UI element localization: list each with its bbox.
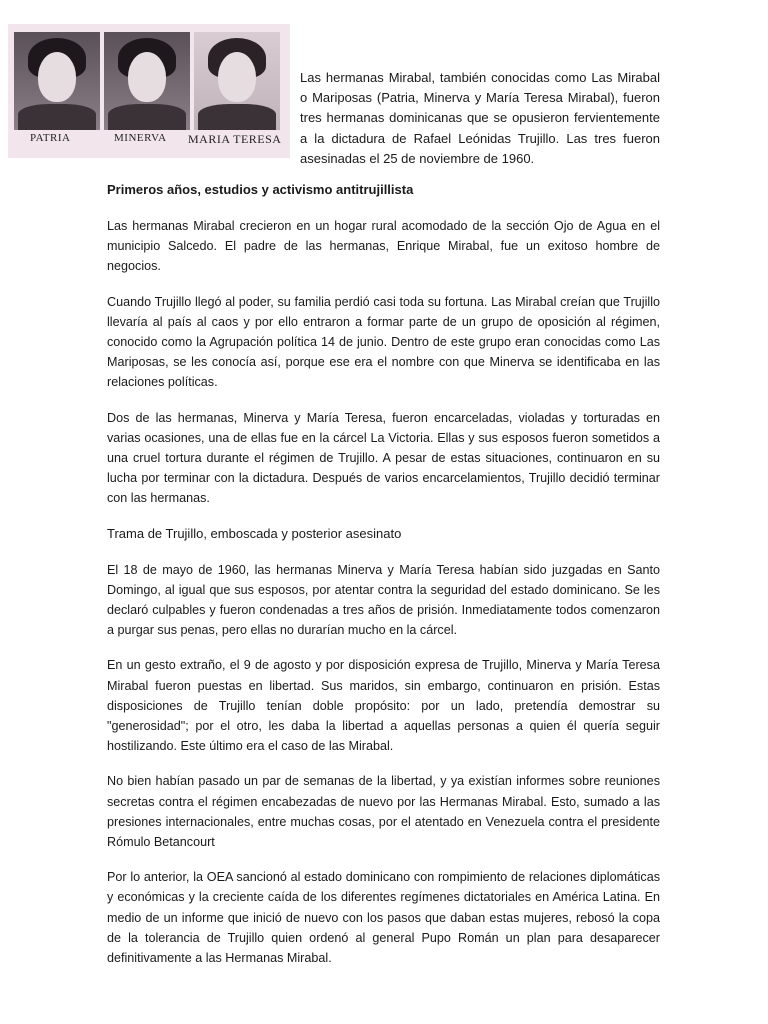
intro-paragraph: Las hermanas Mirabal, también conocidas como Las Mirabal o Mariposas (Patria, Minerva y María Teresa Mirabal), fueron tres hermanas dominicanas que se opusieron fervientemente a la dictadura de Rafael Leónidas Trujillo. Las tres fueron asesinadas el 25 de noviembre de 1960.	[300, 70, 660, 166]
paragraph: Dos de las hermanas, Minerva y María Teresa, fueron encarceladas, violadas y torturadas en varias ocasiones, una de ellas fue en la cárcel La Victoria. Ellas y sus esposos fueron sometidos a una cruel tortura durante el régimen de Trujillo. A pesar de estas situaciones, continuaron en su lucha por terminar con la dictadura. Después de varios encarcelamientos, Trujillo decidió terminar con las hermanas.	[107, 410, 660, 506]
section-heading-trama: Trama de Trujillo, emboscada y posterior asesinato	[107, 525, 402, 541]
mirabal-sisters-photo	[8, 24, 290, 158]
document-body	[107, 180, 660, 983]
paragraph: Las hermanas Mirabal crecieron en un hogar rural acomodado de la sección Ojo de Agua en el municipio Salcedo. El padre de las hermanas, Enrique Mirabal, fue un exitoso hombre de negocios.	[107, 219, 660, 274]
caption-maria-teresa: MARIA TERESA	[188, 132, 282, 146]
paragraph: Por lo anterior, la OEA sancionó al estado dominicano con rompimiento de relaciones diplomáticas y económicas y la creciente caída de los diferentes regímenes dictatoriales en América Latina. En medio de un informe que inició de nuevo con los pasos que daban estas mujeres, rebosó la copa de la tolerancia de Trujillo quien ordenó al general Pupo Román un plan para desaparecer definitivamente a las Hermanas Mirabal.	[107, 870, 660, 966]
portrait-minerva	[104, 32, 190, 130]
paragraph: No bien habían pasado un par de semanas de la libertad, y ya existían informes sobre reuniones secretas contra el régimen encabezadas de nuevo por las Hermanas Mirabal. Esto, sumado a las presiones internacionales, entre muchas cosas, por el atentado en Venezuela contra el presidente Rómulo Betancourt	[107, 774, 660, 850]
paragraph: En un gesto extraño, el 9 de agosto y por disposición expresa de Trujillo, Minerva y María Teresa Mirabal fueron puestas en libertad. Sus maridos, sin embargo, continuaron en prisión. Estas disposiciones de Trujillo tenían doble propósito: por un lado, pretendía demostrar su "generosidad"; por el otro, les daba la libertad a aquellas personas a quien él quería seguir hostilizando. Este último era el caso de las Mirabal.	[107, 658, 660, 754]
paragraph: El 18 de mayo de 1960, las hermanas Minerva y María Teresa habían sido juzgadas en Santo Domingo, al igual que sus esposos, por atentar contra la seguridad del estado dominicano. Se les declaró culpables y fueron condenadas a tres años de prisión. Inmediatamente todos comenzaron a purgar sus penas, pero ellas no durarían mucho en la cárcel.	[107, 562, 660, 638]
caption-minerva: MINERVA	[114, 132, 167, 144]
portrait-maria-teresa	[194, 32, 280, 130]
caption-patria: PATRIA	[30, 132, 71, 144]
section-heading-early-years: Primeros años, estudios y activismo antitrujillista	[107, 182, 414, 197]
paragraph: Cuando Trujillo llegó al poder, su familia perdió casi toda su fortuna. Las Mirabal creían que Trujillo llevaría al país al caos y por ello entraron a formar parte de un grupo de oposición al régimen, conocido como la Agrupación política 14 de junio. Dentro de este grupo eran conocidas como Las Mariposas, se les conocía así, porque ese era el nombre con que Minerva se identificaba en las relaciones políticas.	[107, 294, 660, 390]
portrait-patria	[14, 32, 100, 130]
